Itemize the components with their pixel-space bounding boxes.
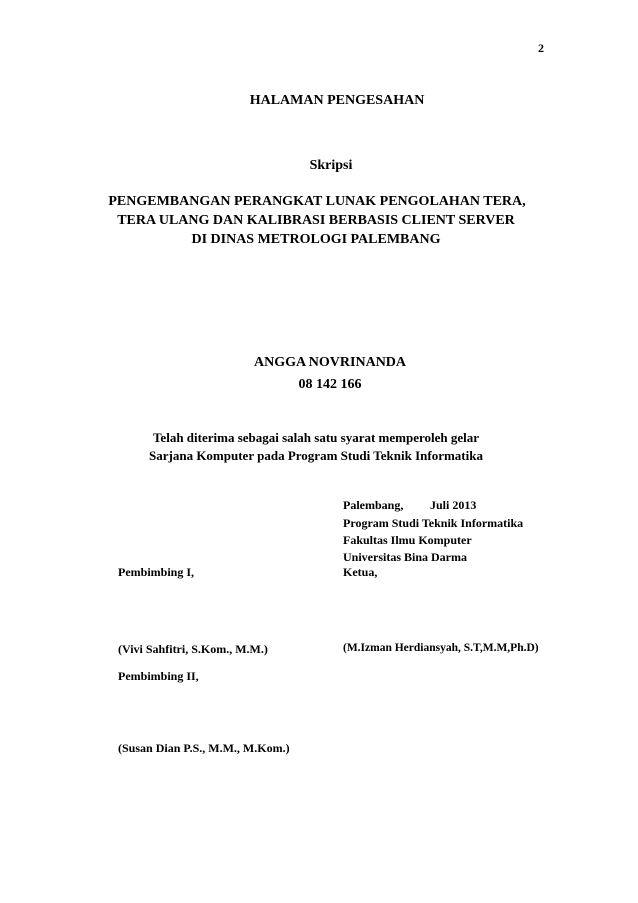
thesis-title-line-3: DI DINAS METROLOGI PALEMBANG xyxy=(191,232,441,247)
supervisor-2-label: Pembimbing II, xyxy=(118,669,199,683)
approval-chair-name: (M.Izman Herdiansyah, S.T,M.M,Ph.D) xyxy=(343,642,539,654)
acceptance-line-2: Sarjana Komputer pada Program Studi Teknik Informatika xyxy=(149,448,483,463)
approval-faculty: Fakultas Ilmu Komputer xyxy=(343,533,472,547)
thesis-title-line-2: TERA ULANG DAN KALIBRASI BERBASIS CLIENT SERVER xyxy=(117,213,515,228)
document-type: Skripsi xyxy=(309,158,353,173)
student-id: 08 142 166 xyxy=(298,377,362,392)
approval-date: Juli 2013 xyxy=(430,498,477,512)
supervisor-1-label: Pembimbing I, xyxy=(118,565,195,579)
acceptance-line-1: Telah diterima sebagai salah satu syarat memperoleh gelar xyxy=(152,430,480,445)
approval-chair-label: Ketua, xyxy=(343,565,378,579)
approval-university: Universitas Bina Darma xyxy=(343,550,467,564)
page-heading: HALAMAN PENGESAHAN xyxy=(249,93,425,108)
supervisor-1-name: (Vivi Sahfitri, S.Kom., M.M.) xyxy=(118,642,268,656)
approval-place: Palembang, xyxy=(343,498,404,512)
author-name: ANGGA NOVRINANDA xyxy=(253,355,407,370)
page-number: 2 xyxy=(538,41,544,55)
supervisor-2-name: (Susan Dian P.S., M.M., M.Kom.) xyxy=(118,741,290,755)
thesis-title-line-1: PENGEMBANGAN PERANGKAT LUNAK PENGOLAHAN TERA, xyxy=(108,194,526,209)
approval-program: Program Studi Teknik Informatika xyxy=(343,516,524,530)
